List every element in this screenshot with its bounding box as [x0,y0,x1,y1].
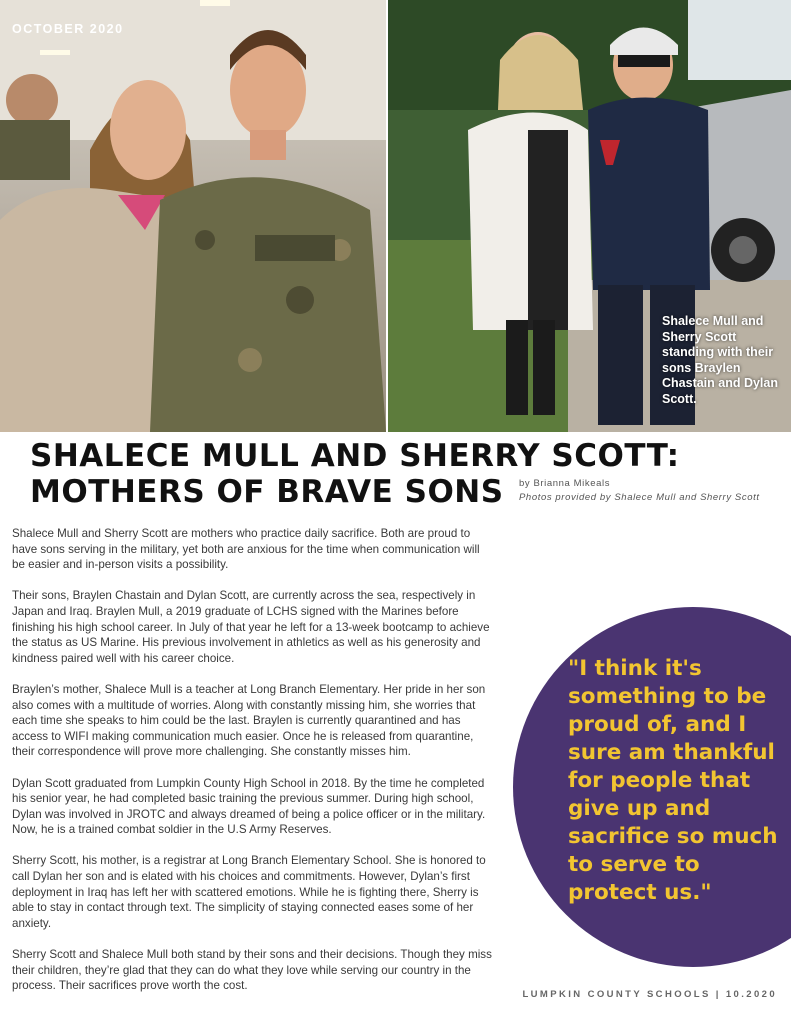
byline [519,477,760,505]
issue-date: OCTOBER 2020 [12,22,124,36]
page-footer: LUMPKIN COUNTY SCHOOLS | 10.2020 [522,989,777,1000]
byline-photo-credit: Photos provided by Shalece Mull and Sherry Scott [519,492,760,503]
body-paragraph: Sherry Scott, his mother, is a registrar at Long Branch Elementary School. She is honored to call Dylan her son and is elated with his choices and commitments. However, Dylan’s first deployment in Iraq has left her with scattered emotions. While he is fighting there, Sherry is able to stay in contact through text. The simplicity of staying connected eases some of her anxiety. [12,854,486,930]
photo-scott-family [388,0,791,432]
body-paragraph: Shalece Mull and Sherry Scott are mothers who practice daily sacrifice. Both are proud to have sons serving in the military, yet both are anxious for the time when communication will be easier and in-person visits a possibility. [12,527,480,572]
byline-author: by Brianna Mikeals [519,478,611,489]
body-paragraph: Sherry Scott and Shalece Mull both stand by their sons and their decisions. Though they miss their children, they’re glad that they can do what they love while serving our country in the process. Their sacrifices prove worth the cost. [12,948,492,993]
body-paragraph: Their sons, Braylen Chastain and Dylan Scott, are currently across the sea, respectively in Japan and Iraq. Braylen Mull, a 2019 graduate of LCHS signed with the Marines before finishing his high school career. In July of that year he left for a 13-week bootcamp to achieve the status as US Marine. His previous involvement in athletics as well as his generosity and kindness paired well with his career choice. [12,589,490,665]
photo-caption: Shalece Mull and Sherry Scott standing with their sons Braylen Chastain and Dylan Scott. [662,314,778,406]
pull-quote: "I think it's something to be proud of, and I sure am thankful for people that give up and sacrifice so much to serve to protect us." [568,656,778,905]
body-paragraph: Braylen’s mother, Shalece Mull is a teacher at Long Branch Elementary. Her pride in her son also comes with a multitude of worries. Along with constantly missing him, she worries that each time she speaks to him could be the last. Braylen is currently quarantined and has access to WIFI making communication much easier. Once he is released from quarantine, their correspondence will prove more challenging. She constantly misses him. [12,682,486,759]
photo-mull-family-illustration [0,0,386,432]
headline-line-2: MOTHERS OF BRAVE SONS [30,474,504,510]
headline-line-1: SHALECE MULL AND SHERRY SCOTT: [30,438,680,474]
article-body [12,526,494,1009]
photo-mull-family [0,0,386,432]
body-paragraph: Dylan Scott graduated from Lumpkin County High School in 2018. By the time he completed his senior year, he had completed basic training the previous summer. During high school, Dylan was involved in JROTC and always dreamed of being a police officer or in the military. Now, he is a trained combat soldier in the U.S Army Reserves. [12,776,486,837]
